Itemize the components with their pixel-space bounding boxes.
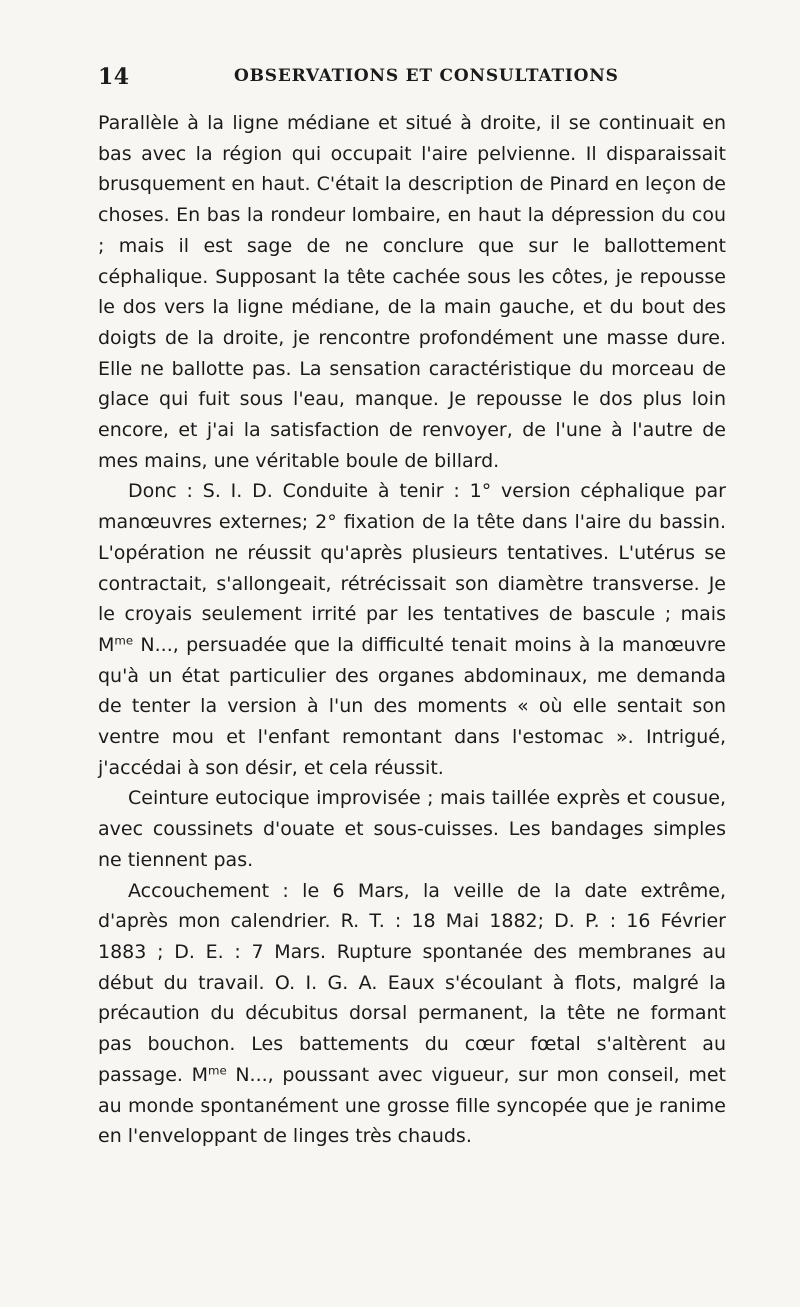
paragraph-text: Donc : S. I. D. Conduite à tenir : 1° version céphalique par manœuvres externes; 2° fixation de la tête dans l'aire du bassin. L'opération ne réussit qu'après plusieurs tentatives. L'utérus se contractait, s'allongeait, rétrécissait son diamètre transverse. Je le croyais seulement irrité par les tentatives de bascule ; mais <box>98 480 726 626</box>
paragraph-text: Parallèle à la ligne médiane et situé à droite, il se continuait en bas avec la région qui occupait l'aire pelvienne. Il disparaissait brusquement en haut. C'était la description de Pinard en leçon de choses. En bas la rondeur lombaire, en haut la dépression du cou ; mais il est sage de ne conclure que sur le ballottement céphalique. Supposant la tête cachée sous les côtes, je repousse le dos vers la ligne médiane, de la main gauche, et du bout des doigts de la droite, je rencontre profondément une masse dure. Elle ne ballotte pas. La sensation caractéristique du morceau de glace qui fuit sous l'eau, manque. Je repousse le dos plus loin encore, et j'ai la satisfaction de renvoyer, de l'une à l'autre de mes mains, une véritable boule de billard. <box>98 112 726 472</box>
paragraph-text-continued: N..., poussant avec vigueur, sur mon conseil, met au monde spontanément une grosse fille syncopée que je ranime en l'enveloppant de linges très chauds. <box>98 1063 726 1148</box>
running-head <box>98 64 718 94</box>
paragraph-text: Accouchement : le 6 Mars, la veille de la date extrême, d'après mon calendrier. R. T. : 18 Mai 1882; D. P. : 16 Février 1883 ; D. E. : 7 Mars. Rupture spontanée des membranes au début du travail. O. I. G. A. Eaux s'écoulant à flots, malgré la précaution du décubitus dorsal permanent, la tête ne formant pas bouchon. Les battements du cœur fœtal s'altèrent au passage. <box>98 879 726 1086</box>
running-title: OBSERVATIONS ET CONSULTATIONS <box>234 66 619 86</box>
paragraph-4: Accouchement : le 6 Mars, la veille de la date extrême, d'après mon calendrier. R. T. : 18 Mai 1882; D. P. : 16 Février 1883 ; D. E. : 7 Mars. Rupture spontanée des membranes au début du travail. O. I. G. A. Eaux s'écoulant à flots, malgré la précaution du décubitus dorsal permanent, la tête ne formant pas bouchon. Les battements du cœur fœtal s'altèrent au passage. $M^{me}$ N..., poussant avec vigueur, sur mon conseil, met au monde spontanément une grosse fille syncopée que je ranime en l'enveloppant de linges très chauds. <box>98 879 726 1148</box>
page-number: 14 <box>98 64 130 90</box>
paragraph-text-continued: N..., persuadée que la difficulté tenait moins à la manœuvre qu'à un état particulier des organes abdominaux, me demanda de tenter la version à l'un des moments « où elle sentait son ventre mou et l'enfant remontant dans l'estomac ». Intrigué, j'accédai à son désir, et cela réussit. <box>98 633 726 779</box>
superscript-abbreviation: me <box>114 633 134 648</box>
body-text <box>98 108 726 1152</box>
paragraph-2: Donc : S. I. D. Conduite à tenir : 1° version céphalique par manœuvres externes; 2° fixation de la tête dans l'aire du bassin. L'opération ne réussit qu'après plusieurs tentatives. L'utérus se contractait, s'allongeait, rétrécissait son diamètre transverse. Je le croyais seulement irrité par les tentatives de bascule ; mais $M^{me}$ N..., persuadée que la difficulté tenait moins à la manœuvre qu'à un état particulier des organes abdominaux, me demanda de tenter la version à l'un des moments « où elle sentait son ventre mou et l'enfant remontant dans l'estomac ». Intrigué, j'accédai à son désir, et cela réussit. <box>98 480 726 779</box>
paragraph-text: Ceinture eutocique improvisée ; mais taillée exprès et cousue, avec coussinets d'ouate et sous-cuisses. Les bandages simples ne tiennent pas. <box>98 787 726 871</box>
superscript-abbreviation: me <box>207 1063 227 1078</box>
paragraph-3 <box>98 783 726 875</box>
paragraph-1 <box>98 108 726 476</box>
